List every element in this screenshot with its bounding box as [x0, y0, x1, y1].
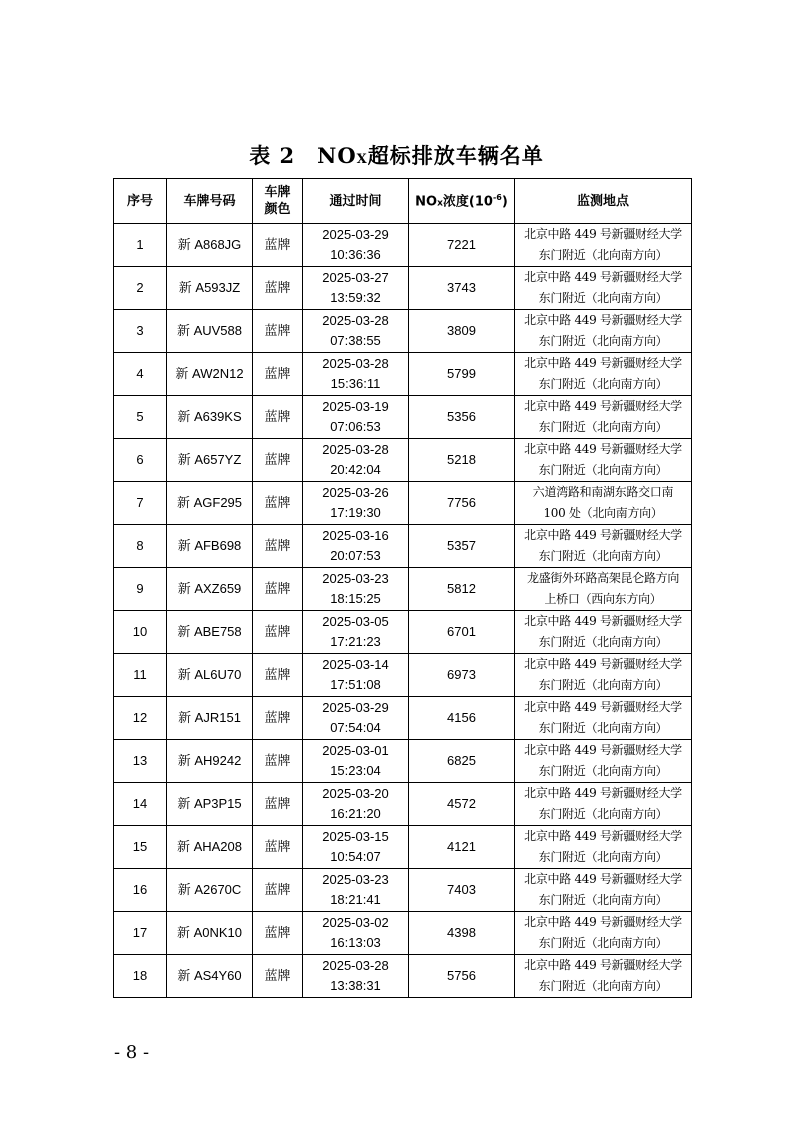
cell-seq: 11: [114, 654, 167, 697]
cell-plate: 新 AXZ659: [167, 568, 253, 611]
cell-location: [515, 611, 692, 654]
cell-clock-text: 15:23:04: [330, 763, 381, 778]
cell-location-line2: 东门附近（北向南方向）: [538, 979, 668, 993]
cell-location-line2: 东门附近（北向南方向）: [538, 850, 668, 864]
cell-color: 蓝牌: [253, 654, 303, 697]
header-nox-subscript: x: [437, 198, 443, 209]
cell-seq: 10: [114, 611, 167, 654]
cell-location: [515, 654, 692, 697]
cell-location: [515, 439, 692, 482]
cell-time: [303, 525, 409, 568]
cell-location-line2: 东门附近（北向南方向）: [538, 377, 668, 391]
cell-time: [303, 310, 409, 353]
cell-location-line1: 北京中路 449 号新疆财经大学: [524, 872, 682, 886]
cell-date-text: 2025-03-15: [322, 829, 389, 844]
cell-seq: 5: [114, 396, 167, 439]
table-row: [114, 396, 692, 439]
cell-seq: 17: [114, 912, 167, 955]
vehicle-list-table: [113, 178, 692, 998]
cell-nox: 5357: [409, 525, 515, 568]
cell-plate: 新 ABE758: [167, 611, 253, 654]
cell-time: [303, 611, 409, 654]
cell-seq: 7: [114, 482, 167, 525]
cell-location-line1: 北京中路 449 号新疆财经大学: [524, 958, 682, 972]
cell-location: [515, 783, 692, 826]
cell-location-line2: 东门附近（北向南方向）: [538, 463, 668, 477]
cell-date-text: 2025-03-01: [322, 743, 389, 758]
cell-nox: 4121: [409, 826, 515, 869]
table-title: [0, 141, 793, 175]
header-nox-exponent: -6: [492, 193, 502, 203]
table-row: [114, 783, 692, 826]
cell-location-line1: 北京中路 449 号新疆财经大学: [524, 270, 682, 284]
header-color: [253, 179, 303, 224]
cell-location-line1: 北京中路 449 号新疆财经大学: [524, 786, 682, 800]
table-row: [114, 697, 692, 740]
table-row: [114, 310, 692, 353]
cell-clock-text: 07:06:53: [330, 419, 381, 434]
cell-time: [303, 654, 409, 697]
cell-location-line2: 东门附近（北向南方向）: [538, 936, 668, 950]
cell-plate: 新 A868JG: [167, 224, 253, 267]
cell-clock-text: 13:38:31: [330, 978, 381, 993]
cell-location: [515, 826, 692, 869]
cell-nox: 5218: [409, 439, 515, 482]
cell-seq: 13: [114, 740, 167, 783]
table-row: [114, 740, 692, 783]
cell-nox: 6701: [409, 611, 515, 654]
cell-time: [303, 267, 409, 310]
cell-date-text: 2025-03-28: [322, 356, 389, 371]
cell-location: [515, 482, 692, 525]
cell-plate: 新 AH9242: [167, 740, 253, 783]
cell-time: [303, 783, 409, 826]
table-row: [114, 611, 692, 654]
cell-plate: 新 AJR151: [167, 697, 253, 740]
cell-date-text: 2025-03-16: [322, 528, 389, 543]
cell-seq: 2: [114, 267, 167, 310]
table-body: [114, 224, 692, 998]
cell-date-text: 2025-03-23: [322, 571, 389, 586]
cell-clock-text: 18:21:41: [330, 892, 381, 907]
cell-location-line1: 北京中路 449 号新疆财经大学: [524, 227, 682, 241]
cell-location-line1: 北京中路 449 号新疆财经大学: [524, 442, 682, 456]
cell-clock-text: 10:36:36: [330, 247, 381, 262]
cell-location-line2: 东门附近（北向南方向）: [538, 764, 668, 778]
cell-clock-text: 15:36:11: [330, 376, 381, 391]
cell-time: [303, 697, 409, 740]
cell-location: [515, 267, 692, 310]
cell-location: [515, 525, 692, 568]
cell-date-text: 2025-03-28: [322, 313, 389, 328]
cell-color: 蓝牌: [253, 955, 303, 998]
table-row: [114, 568, 692, 611]
cell-seq: 12: [114, 697, 167, 740]
header-nox-mid: 浓度(10: [442, 194, 493, 210]
title-nox: NO: [317, 143, 357, 168]
cell-clock-text: 17:21:23: [330, 634, 381, 649]
header-time: 通过时间: [303, 179, 409, 224]
cell-clock-text: 07:54:04: [330, 720, 381, 735]
cell-color: 蓝牌: [253, 353, 303, 396]
cell-location: [515, 697, 692, 740]
cell-time: [303, 353, 409, 396]
table-row: [114, 955, 692, 998]
cell-location: [515, 955, 692, 998]
cell-clock-text: 10:54:07: [330, 849, 381, 864]
cell-location-line1: 北京中路 449 号新疆财经大学: [524, 528, 682, 542]
cell-plate: 新 AS4Y60: [167, 955, 253, 998]
cell-clock-text: 16:21:20: [330, 806, 381, 821]
cell-color: 蓝牌: [253, 568, 303, 611]
cell-seq: 3: [114, 310, 167, 353]
cell-location-line2: 东门附近（北向南方向）: [538, 420, 668, 434]
header-plate: 车牌号码: [167, 179, 253, 224]
cell-location-line2: 东门附近（北向南方向）: [538, 721, 668, 735]
cell-location-line2: 东门附近（北向南方向）: [538, 291, 668, 305]
table-row: [114, 869, 692, 912]
cell-seq: 14: [114, 783, 167, 826]
cell-clock-text: 18:15:25: [330, 591, 381, 606]
header-seq: 序号: [114, 179, 167, 224]
cell-color: 蓝牌: [253, 783, 303, 826]
cell-nox: 7221: [409, 224, 515, 267]
header-nox-suffix: ): [501, 194, 508, 210]
cell-clock-text: 20:07:53: [330, 548, 381, 563]
cell-plate: 新 AFB698: [167, 525, 253, 568]
table-row: [114, 224, 692, 267]
cell-date-text: 2025-03-29: [322, 700, 389, 715]
cell-time: [303, 912, 409, 955]
cell-color: 蓝牌: [253, 482, 303, 525]
cell-location-line1: 北京中路 449 号新疆财经大学: [524, 915, 682, 929]
cell-color: 蓝牌: [253, 740, 303, 783]
cell-time: [303, 826, 409, 869]
cell-color: 蓝牌: [253, 826, 303, 869]
cell-color: 蓝牌: [253, 912, 303, 955]
cell-plate: 新 AL6U70: [167, 654, 253, 697]
cell-seq: 8: [114, 525, 167, 568]
cell-location-line1: 北京中路 449 号新疆财经大学: [524, 829, 682, 843]
cell-location-line2: 上桥口（西向东方向）: [544, 592, 662, 606]
cell-time: [303, 869, 409, 912]
cell-location-line1: 北京中路 449 号新疆财经大学: [524, 313, 682, 327]
table-row: [114, 353, 692, 396]
cell-color: 蓝牌: [253, 267, 303, 310]
cell-location: [515, 353, 692, 396]
cell-nox: 7403: [409, 869, 515, 912]
cell-color: 蓝牌: [253, 525, 303, 568]
cell-time: [303, 482, 409, 525]
cell-location: [515, 912, 692, 955]
cell-date-text: 2025-03-27: [322, 270, 389, 285]
cell-date-text: 2025-03-26: [322, 485, 389, 500]
table-row: [114, 267, 692, 310]
cell-time: [303, 568, 409, 611]
cell-time: [303, 955, 409, 998]
cell-date-text: 2025-03-05: [322, 614, 389, 629]
cell-nox: 4398: [409, 912, 515, 955]
cell-color: 蓝牌: [253, 310, 303, 353]
table-row: [114, 654, 692, 697]
title-nox-subscript: X: [356, 152, 368, 167]
header-nox: [409, 179, 515, 224]
cell-location: [515, 869, 692, 912]
cell-color: 蓝牌: [253, 396, 303, 439]
cell-date-text: 2025-03-29: [322, 227, 389, 242]
header-nox-prefix: NO: [415, 194, 438, 210]
cell-date-text: 2025-03-14: [322, 657, 389, 672]
cell-color: 蓝牌: [253, 224, 303, 267]
cell-plate: 新 AGF295: [167, 482, 253, 525]
cell-date-text: 2025-03-02: [322, 915, 389, 930]
cell-location-line1: 北京中路 449 号新疆财经大学: [524, 700, 682, 714]
cell-seq: 4: [114, 353, 167, 396]
cell-color: 蓝牌: [253, 439, 303, 482]
cell-plate: 新 AHA208: [167, 826, 253, 869]
cell-location-line2: 东门附近（北向南方向）: [538, 893, 668, 907]
cell-date-text: 2025-03-23: [322, 872, 389, 887]
cell-location-line2: 东门附近（北向南方向）: [538, 635, 668, 649]
table-row: [114, 912, 692, 955]
cell-nox: 3809: [409, 310, 515, 353]
cell-color: 蓝牌: [253, 611, 303, 654]
cell-time: [303, 439, 409, 482]
cell-date-text: 2025-03-28: [322, 958, 389, 973]
cell-seq: 16: [114, 869, 167, 912]
cell-location-line1: 北京中路 449 号新疆财经大学: [524, 356, 682, 370]
cell-plate: 新 AP3P15: [167, 783, 253, 826]
cell-time: [303, 224, 409, 267]
cell-location-line2: 100 处（北向南方向）: [543, 506, 663, 520]
cell-location-line1: 龙盛街外环路高架昆仑路方向: [526, 571, 680, 585]
cell-date-text: 2025-03-19: [322, 399, 389, 414]
cell-plate: 新 AW2N12: [167, 353, 253, 396]
page-number: - 8 -: [114, 1042, 150, 1063]
cell-nox: 5812: [409, 568, 515, 611]
cell-location-line1: 六道湾路和南湖东路交口南: [532, 485, 674, 499]
table-number: 表 2: [249, 143, 296, 168]
cell-nox: 3743: [409, 267, 515, 310]
cell-seq: 15: [114, 826, 167, 869]
cell-location: [515, 740, 692, 783]
cell-nox: 7756: [409, 482, 515, 525]
cell-nox: 4572: [409, 783, 515, 826]
cell-nox: 4156: [409, 697, 515, 740]
cell-seq: 6: [114, 439, 167, 482]
cell-nox: 5799: [409, 353, 515, 396]
cell-nox: 6825: [409, 740, 515, 783]
cell-seq: 18: [114, 955, 167, 998]
cell-plate: 新 A0NK10: [167, 912, 253, 955]
cell-clock-text: 20:42:04: [330, 462, 381, 477]
cell-plate: 新 A657YZ: [167, 439, 253, 482]
table-row: [114, 525, 692, 568]
cell-location-line2: 东门附近（北向南方向）: [538, 549, 668, 563]
cell-location: [515, 310, 692, 353]
cell-location-line1: 北京中路 449 号新疆财经大学: [524, 614, 682, 628]
cell-plate: 新 A2670C: [167, 869, 253, 912]
cell-location-line1: 北京中路 449 号新疆财经大学: [524, 743, 682, 757]
table-row: [114, 482, 692, 525]
cell-location-line1: 北京中路 449 号新疆财经大学: [524, 657, 682, 671]
cell-location-line2: 东门附近（北向南方向）: [538, 678, 668, 692]
title-text: 超标排放车辆名单: [367, 143, 544, 168]
cell-seq: 9: [114, 568, 167, 611]
cell-location-line1: 北京中路 449 号新疆财经大学: [524, 399, 682, 413]
cell-clock-text: 16:13:03: [330, 935, 381, 950]
cell-clock-text: 17:51:08: [330, 677, 381, 692]
cell-clock-text: 13:59:32: [330, 290, 381, 305]
cell-nox: 6973: [409, 654, 515, 697]
cell-nox: 5356: [409, 396, 515, 439]
cell-nox: 5756: [409, 955, 515, 998]
cell-time: [303, 396, 409, 439]
cell-plate: 新 A593JZ: [167, 267, 253, 310]
cell-location: [515, 568, 692, 611]
cell-clock-text: 07:38:55: [330, 333, 381, 348]
cell-location: [515, 224, 692, 267]
cell-plate: 新 AUV588: [167, 310, 253, 353]
header-location: 监测地点: [515, 179, 692, 224]
cell-location-line2: 东门附近（北向南方向）: [538, 248, 668, 262]
table-row: [114, 439, 692, 482]
table-header-row: [114, 179, 692, 224]
cell-location-line2: 东门附近（北向南方向）: [538, 807, 668, 821]
cell-date-text: 2025-03-20: [322, 786, 389, 801]
cell-color: 蓝牌: [253, 697, 303, 740]
cell-clock-text: 17:19:30: [330, 505, 381, 520]
header-color-text: 车牌颜色: [264, 185, 291, 217]
cell-plate: 新 A639KS: [167, 396, 253, 439]
cell-date-text: 2025-03-28: [322, 442, 389, 457]
cell-location-line2: 东门附近（北向南方向）: [538, 334, 668, 348]
table-row: [114, 826, 692, 869]
cell-location: [515, 396, 692, 439]
cell-seq: 1: [114, 224, 167, 267]
cell-time: [303, 740, 409, 783]
cell-color: 蓝牌: [253, 869, 303, 912]
